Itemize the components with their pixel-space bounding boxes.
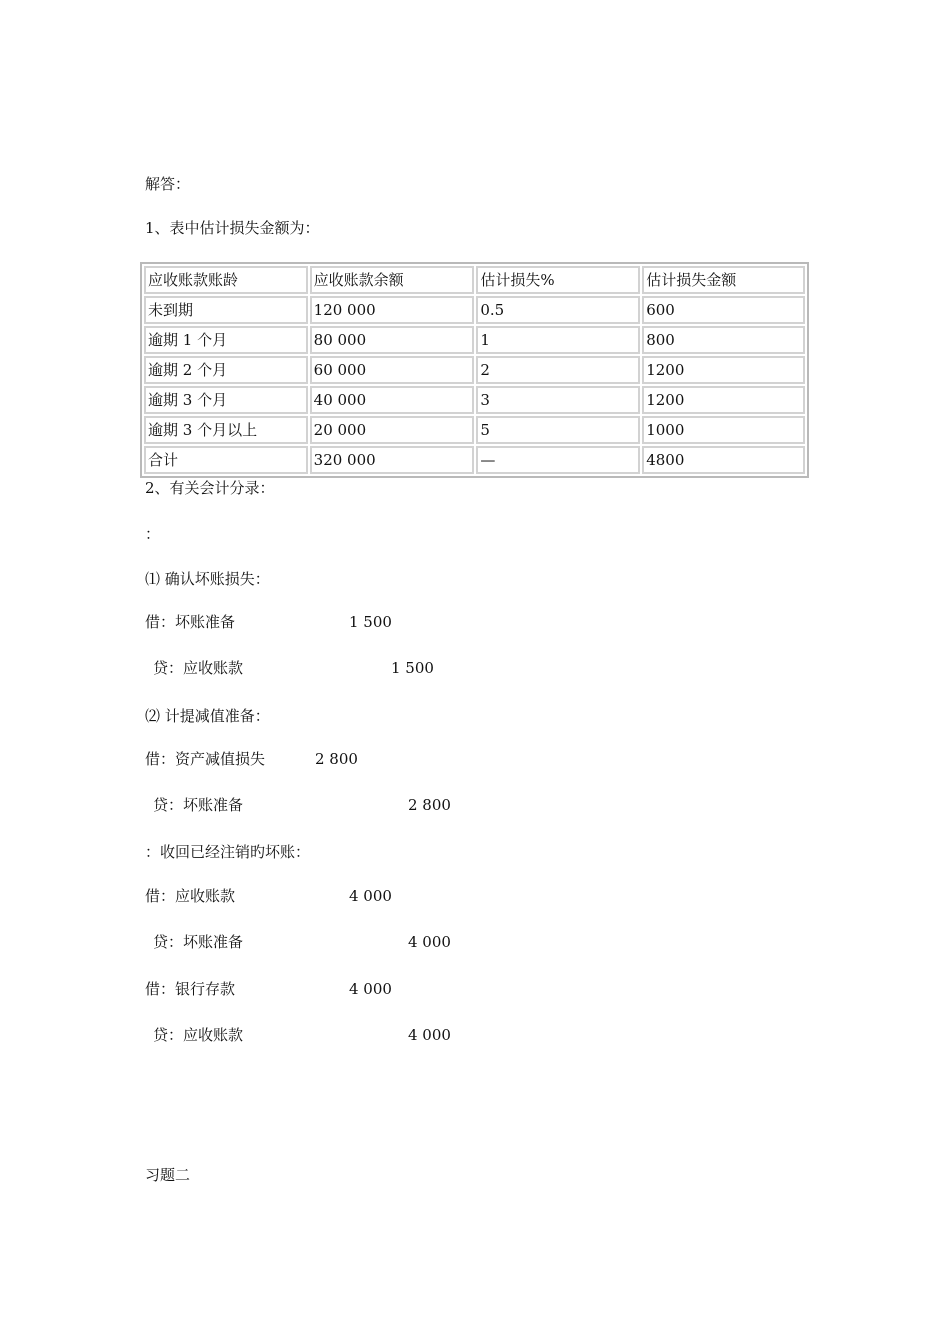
cell-aging: 合计 bbox=[144, 446, 308, 474]
header-loss-rate: 估计损失% bbox=[476, 266, 640, 294]
step1-title: ⑴ 确认坏账损失： bbox=[145, 570, 270, 588]
table-row bbox=[144, 416, 805, 444]
cell-loss-amount: 1200 bbox=[642, 386, 805, 414]
cell-aging: 逾期 1 个月 bbox=[144, 326, 308, 354]
cell-balance: 20 000 bbox=[310, 416, 475, 444]
colon-line: ： bbox=[145, 525, 161, 543]
cell-loss-amount: 1200 bbox=[642, 356, 805, 384]
table-row bbox=[144, 326, 805, 354]
cell-loss-amount: 800 bbox=[642, 326, 805, 354]
cell-loss-rate: 0.5 bbox=[476, 296, 640, 324]
cell-loss-amount: 4800 bbox=[642, 446, 805, 474]
step2-title: ⑵ 计提减值准备： bbox=[145, 707, 270, 725]
exercise-two-heading: 习题二 bbox=[145, 1166, 191, 1184]
aging-table bbox=[140, 262, 809, 478]
cell-loss-rate: — bbox=[476, 446, 640, 474]
cell-loss-rate: 2 bbox=[476, 356, 640, 384]
cell-balance: 40 000 bbox=[310, 386, 475, 414]
cell-balance: 320 000 bbox=[310, 446, 475, 474]
entry2-credit-label: 贷：坏账准备 bbox=[153, 796, 244, 814]
entry3-credit-label: 贷：坏账准备 bbox=[153, 933, 244, 951]
cell-balance: 80 000 bbox=[310, 326, 475, 354]
part2-title: 2、有关会计分录： bbox=[145, 479, 275, 497]
cell-aging: 逾期 3 个月以上 bbox=[144, 416, 308, 444]
table-row bbox=[144, 386, 805, 414]
table-row bbox=[144, 296, 805, 324]
entry2-credit-amount: 2 800 bbox=[408, 796, 451, 814]
entry3-credit-amount: 4 000 bbox=[408, 933, 451, 951]
entry1-credit-label: 贷：应收账款 bbox=[153, 659, 244, 677]
header-loss-amount: 估计损失金额 bbox=[642, 266, 805, 294]
entry3-debit-label: 借：应收账款 bbox=[145, 887, 236, 905]
cell-balance: 60 000 bbox=[310, 356, 475, 384]
entry1-debit-label: 借：坏账准备 bbox=[145, 613, 236, 631]
cell-loss-rate: 5 bbox=[476, 416, 640, 444]
cell-loss-amount: 1000 bbox=[642, 416, 805, 444]
entry3-debit-amount: 4 000 bbox=[349, 887, 392, 905]
entry1-debit-amount: 1 500 bbox=[349, 613, 392, 631]
header-balance: 应收账款余额 bbox=[310, 266, 475, 294]
table-row bbox=[144, 356, 805, 384]
cell-aging: 逾期 3 个月 bbox=[144, 386, 308, 414]
cell-aging: 逾期 2 个月 bbox=[144, 356, 308, 384]
cell-loss-rate: 1 bbox=[476, 326, 640, 354]
entry2-debit-amount: 2 800 bbox=[315, 750, 358, 768]
answer-label: 解答： bbox=[145, 175, 191, 193]
entry4-credit-amount: 4 000 bbox=[408, 1026, 451, 1044]
cell-loss-rate: 3 bbox=[476, 386, 640, 414]
entry4-debit-label: 借：银行存款 bbox=[145, 980, 236, 998]
cell-balance: 120 000 bbox=[310, 296, 475, 324]
entry1-credit-amount: 1 500 bbox=[391, 659, 434, 677]
entry2-debit-label: 借：资产减值损失 bbox=[145, 750, 266, 768]
entry4-credit-label: 贷：应收账款 bbox=[153, 1026, 244, 1044]
header-aging: 应收账款账龄 bbox=[144, 266, 308, 294]
cell-aging: 未到期 bbox=[144, 296, 308, 324]
step3-title: ：收回已经注销旳坏账： bbox=[145, 843, 311, 861]
part1-title: 1、表中估计损失金额为： bbox=[145, 219, 320, 237]
cell-loss-amount: 600 bbox=[642, 296, 805, 324]
table-header-row bbox=[144, 266, 805, 294]
table-total-row bbox=[144, 446, 805, 474]
entry4-debit-amount: 4 000 bbox=[349, 980, 392, 998]
